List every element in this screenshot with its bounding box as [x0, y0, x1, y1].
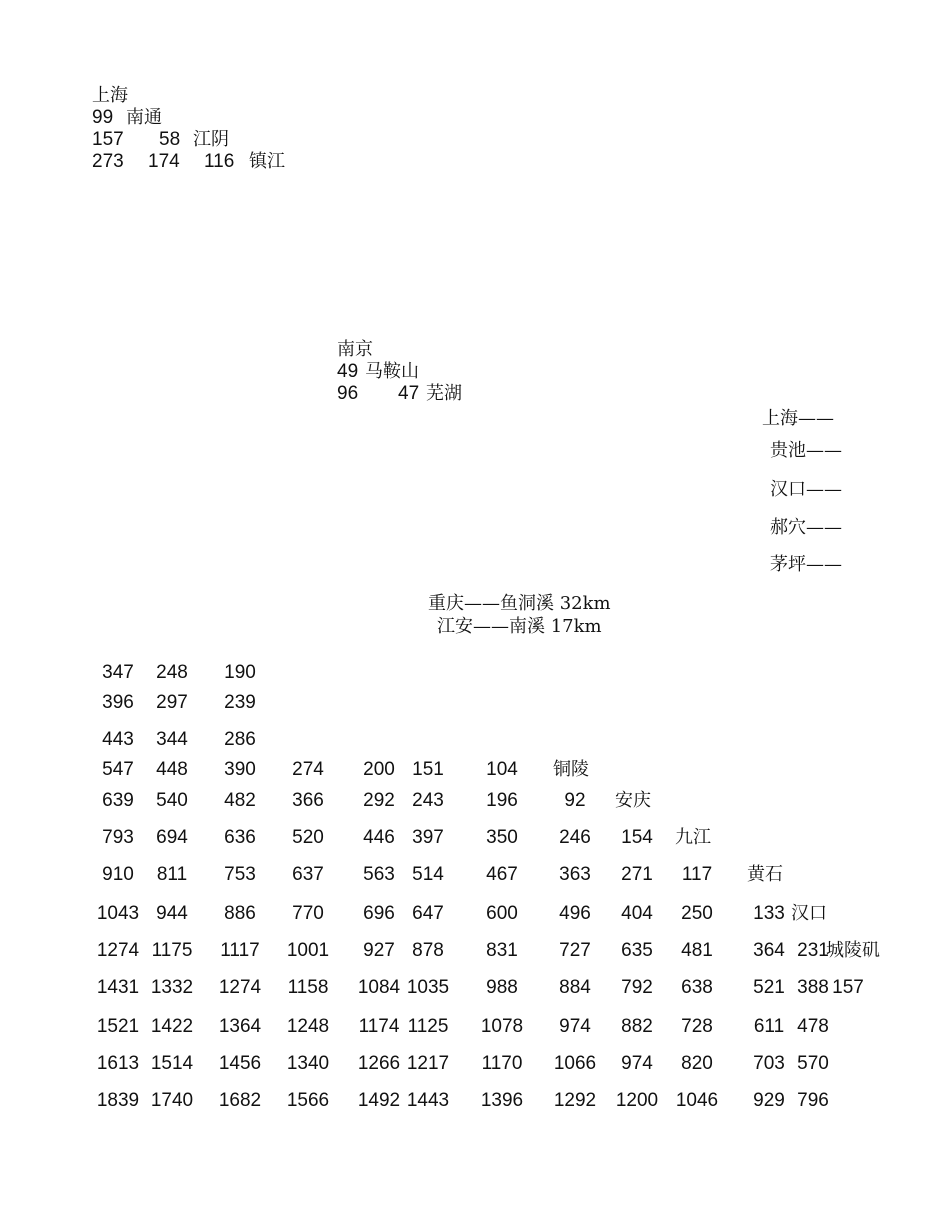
distance-value: 397 [412, 827, 444, 848]
distance-value: 727 [559, 940, 591, 961]
distance-value: 190 [224, 662, 256, 683]
distance-value: 1117 [220, 940, 260, 961]
distance-value: 910 [102, 864, 134, 885]
distance-value: 570 [797, 1053, 829, 1074]
distance-value: 1521 [96, 1016, 140, 1037]
distance-value: 929 [753, 1090, 785, 1111]
distance-value: 481 [681, 940, 713, 961]
distance-value: 239 [224, 692, 256, 713]
distance-value: 274 [292, 759, 324, 780]
station-name: 安庆 [615, 790, 651, 811]
distance-value: 974 [559, 1016, 591, 1037]
distance-value: 600 [486, 903, 518, 924]
distance-value: 92 [564, 790, 586, 811]
station-zhenjiang: 镇江 [249, 151, 285, 172]
distance-value: 58 [159, 129, 181, 150]
distance-value: 1566 [286, 1090, 330, 1111]
distance-value: 820 [681, 1053, 713, 1074]
distance-value: 1084 [357, 977, 401, 998]
distance-value: 1125 [407, 1016, 449, 1037]
distance-value: 364 [753, 940, 785, 961]
distance-value: 884 [559, 977, 591, 998]
distance-value: 944 [156, 903, 188, 924]
distance-value: 1431 [96, 977, 140, 998]
distance-value: 1443 [406, 1090, 450, 1111]
distance-value: 390 [224, 759, 256, 780]
distance-value: 770 [292, 903, 324, 924]
route-chongqing-yudongxi: 重庆——鱼洞溪 32km [428, 593, 611, 614]
route-hankou: 汉口—— [770, 479, 842, 500]
distance-value: 703 [753, 1053, 785, 1074]
distance-value: 446 [363, 827, 395, 848]
side-route-list [740, 400, 852, 590]
distance-value: 647 [412, 903, 444, 924]
distance-value: 886 [224, 903, 256, 924]
distance-value: 1274 [218, 977, 262, 998]
distance-value: 796 [797, 1090, 829, 1111]
distance-value: 520 [292, 827, 324, 848]
distance-value: 49 [337, 361, 359, 382]
distance-value: 99 [92, 107, 114, 128]
distance-value: 793 [102, 827, 134, 848]
distance-value: 1001 [286, 940, 330, 961]
station-jiangyin: 江阴 [193, 129, 229, 150]
distance-value: 639 [102, 790, 134, 811]
distance-value: 104 [486, 759, 518, 780]
distance-value: 1422 [150, 1016, 194, 1037]
distance-value: 396 [102, 692, 134, 713]
distance-value: 482 [224, 790, 256, 811]
station-shanghai: 上海 [92, 85, 128, 106]
distance-value: 1839 [96, 1090, 140, 1111]
distance-value: 273 [92, 151, 124, 172]
distance-value: 521 [753, 977, 785, 998]
distance-value: 1292 [553, 1090, 597, 1111]
distance-value: 1396 [480, 1090, 524, 1111]
distance-value: 47 [398, 383, 420, 404]
distance-value: 246 [559, 827, 591, 848]
station-nanjing: 南京 [337, 339, 373, 360]
distance-value: 1174 [358, 1016, 400, 1037]
station-name: 汉口 [791, 903, 827, 924]
distance-value: 728 [681, 1016, 713, 1037]
distance-value: 157 [92, 129, 124, 150]
distance-value: 811 [156, 864, 188, 885]
distance-value: 1158 [287, 977, 329, 998]
distance-value: 363 [559, 864, 591, 885]
distance-value: 514 [412, 864, 444, 885]
distance-value: 635 [621, 940, 653, 961]
distance-value: 1175 [151, 940, 193, 961]
station-wuhu: 芜湖 [426, 383, 462, 404]
distance-value: 1170 [481, 1053, 523, 1074]
distance-value: 1266 [357, 1053, 401, 1074]
distance-value: 1613 [96, 1053, 140, 1074]
distance-value: 1274 [96, 940, 140, 961]
distance-value: 1332 [150, 977, 194, 998]
distance-value: 611 [753, 1016, 785, 1037]
distance-value: 1248 [286, 1016, 330, 1037]
distance-value: 404 [621, 903, 653, 924]
distance-value: 1217 [406, 1053, 450, 1074]
distance-value: 1740 [150, 1090, 194, 1111]
distance-value: 1340 [286, 1053, 330, 1074]
distance-value: 694 [156, 827, 188, 848]
distance-value: 292 [363, 790, 395, 811]
distance-value: 448 [156, 759, 188, 780]
distance-value: 248 [156, 662, 188, 683]
distance-value: 366 [292, 790, 324, 811]
distance-value: 467 [486, 864, 518, 885]
distance-value: 547 [102, 759, 134, 780]
distance-value: 637 [292, 864, 324, 885]
distance-value: 231 [797, 940, 829, 961]
distance-value: 831 [486, 940, 518, 961]
distance-value: 974 [621, 1053, 653, 1074]
distance-value: 1682 [218, 1090, 262, 1111]
distance-value: 638 [681, 977, 713, 998]
distance-value: 388 [797, 977, 829, 998]
distance-value: 1043 [96, 903, 140, 924]
distance-value: 478 [797, 1016, 829, 1037]
route-shanghai: 上海—— [762, 408, 834, 429]
distance-value: 540 [156, 790, 188, 811]
distance-value: 636 [224, 827, 256, 848]
distance-value: 196 [486, 790, 518, 811]
distance-value: 350 [486, 827, 518, 848]
route-haoxue: 郝穴—— [770, 517, 842, 538]
distance-value: 753 [224, 864, 256, 885]
distance-value: 443 [102, 729, 134, 750]
distance-value: 1066 [553, 1053, 597, 1074]
distance-value: 1200 [615, 1090, 659, 1111]
distance-value: 116 [204, 151, 235, 172]
route-maoping: 茅坪—— [770, 554, 842, 575]
station-name: 黄石 [747, 864, 783, 885]
distance-value: 157 [832, 977, 864, 998]
distance-value: 347 [102, 662, 134, 683]
distance-value: 200 [363, 759, 395, 780]
station-nantong: 南通 [126, 107, 162, 128]
distance-value: 297 [156, 692, 188, 713]
distance-value: 344 [156, 729, 188, 750]
distance-value: 1456 [218, 1053, 262, 1074]
distance-value: 696 [363, 903, 395, 924]
distance-value: 271 [621, 864, 653, 885]
distance-value: 878 [412, 940, 444, 961]
station-maanshan: 马鞍山 [365, 361, 419, 382]
distance-value: 563 [363, 864, 395, 885]
distance-value: 1364 [218, 1016, 262, 1037]
distance-value: 1078 [480, 1016, 524, 1037]
distance-value: 250 [681, 903, 713, 924]
distance-value: 792 [621, 977, 653, 998]
distance-value: 1035 [406, 977, 450, 998]
distance-value: 174 [148, 151, 180, 172]
distance-value: 243 [412, 790, 444, 811]
distance-value: 286 [224, 729, 256, 750]
distance-value: 496 [559, 903, 591, 924]
distance-value: 96 [337, 383, 359, 404]
route-jiangan-nanxi: 江安——南溪 17km [437, 616, 602, 637]
distance-value: 151 [412, 759, 444, 780]
station-name: 城陵矶 [826, 940, 880, 961]
distance-value: 1514 [150, 1053, 194, 1074]
distance-value: 117 [681, 864, 713, 885]
station-name: 九江 [675, 827, 711, 848]
distance-value: 988 [486, 977, 518, 998]
distance-value: 1046 [675, 1090, 719, 1111]
distance-value: 154 [621, 827, 653, 848]
distance-value: 927 [363, 940, 395, 961]
distance-value: 1492 [357, 1090, 401, 1111]
route-guichi: 贵池—— [770, 440, 842, 461]
station-name: 铜陵 [553, 759, 589, 780]
distance-value: 882 [621, 1016, 653, 1037]
matrix-clip [0, 900, 880, 1120]
distance-value: 133 [753, 903, 785, 924]
